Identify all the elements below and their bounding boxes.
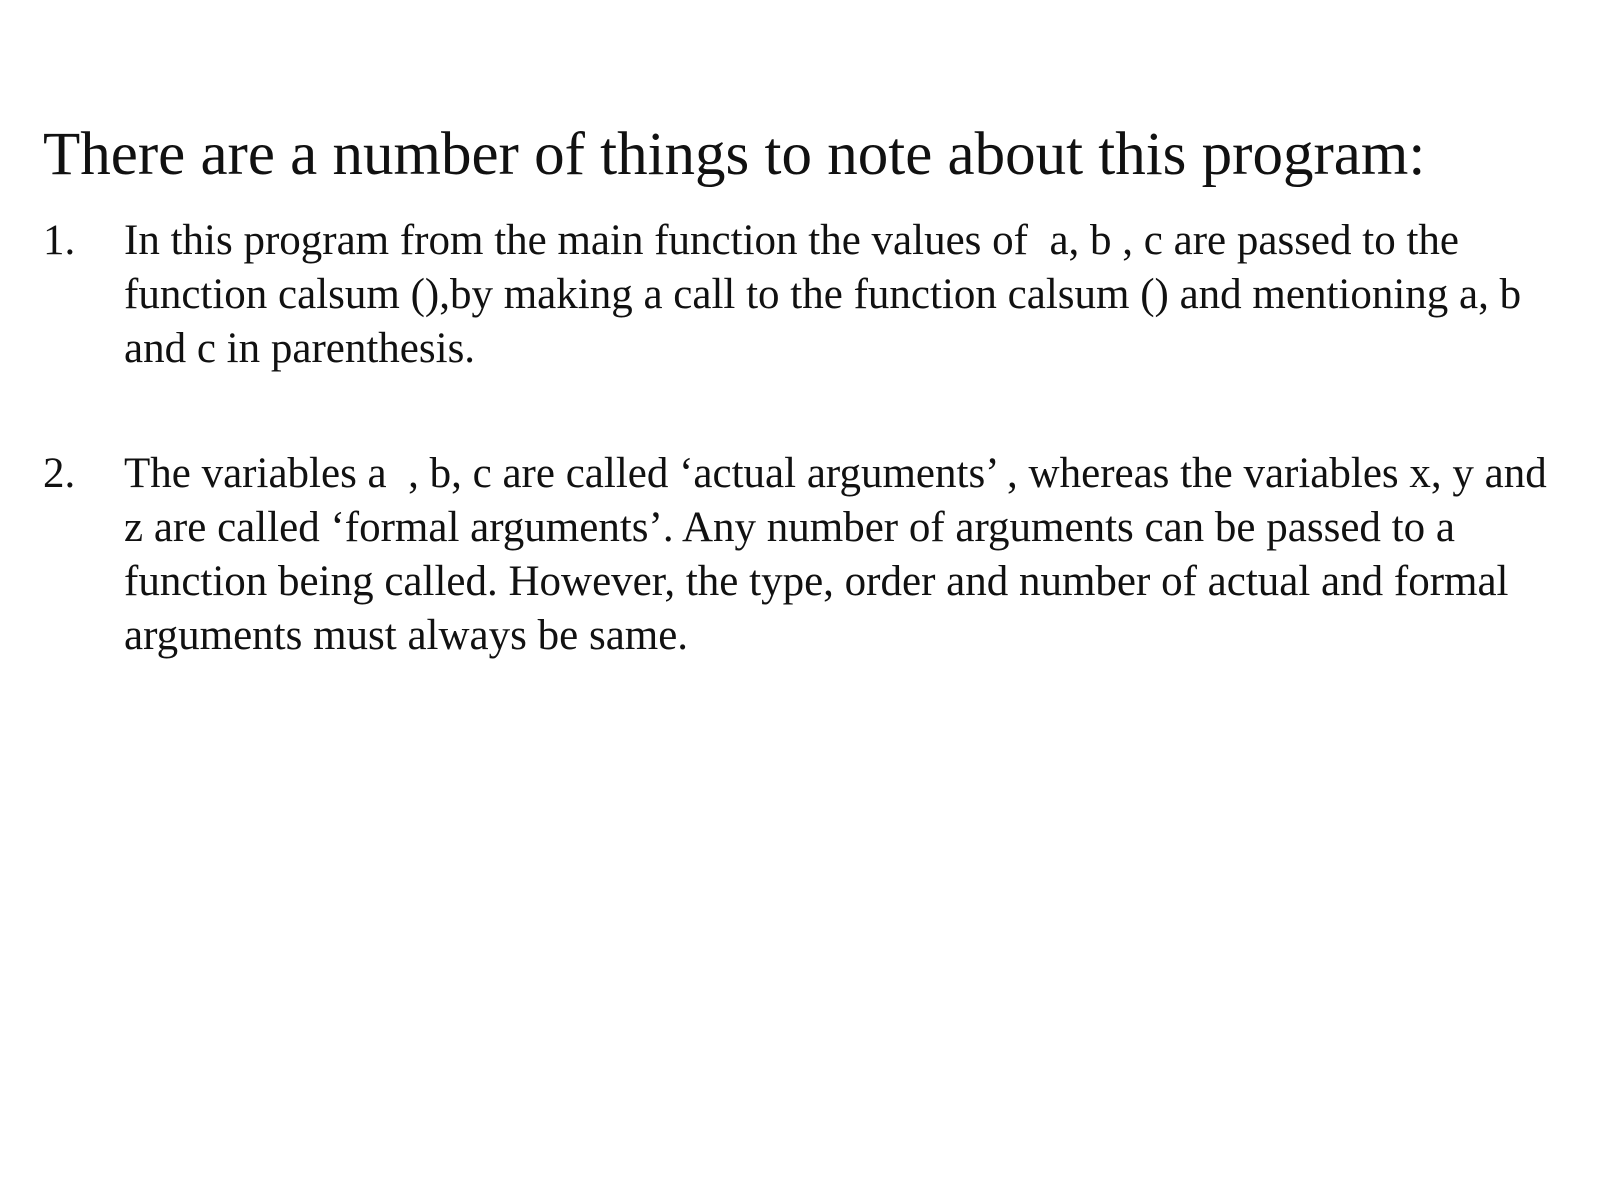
slide-title: There are a number of things to note about this program: — [43, 120, 1426, 188]
numbered-list-item — [43, 447, 1563, 663]
list-item-number: 1. — [43, 217, 76, 264]
list-item-number: 2. — [43, 450, 76, 497]
list-item-text: The variables a , b, c are called ‘actual arguments’ , whereas the variables x, y and z are called ‘formal arguments’. Any number of arguments can be passed to a function being called. However, the type, order and number of actual and formal arguments must always be same. — [124, 450, 1558, 659]
list-item-text: In this program from the main function the values of a, b , c are passed to the function calsum (),by making a call to the function calsum () and mentioning a, b and c in parenthesis. — [124, 217, 1532, 372]
numbered-list-item — [43, 214, 1563, 376]
